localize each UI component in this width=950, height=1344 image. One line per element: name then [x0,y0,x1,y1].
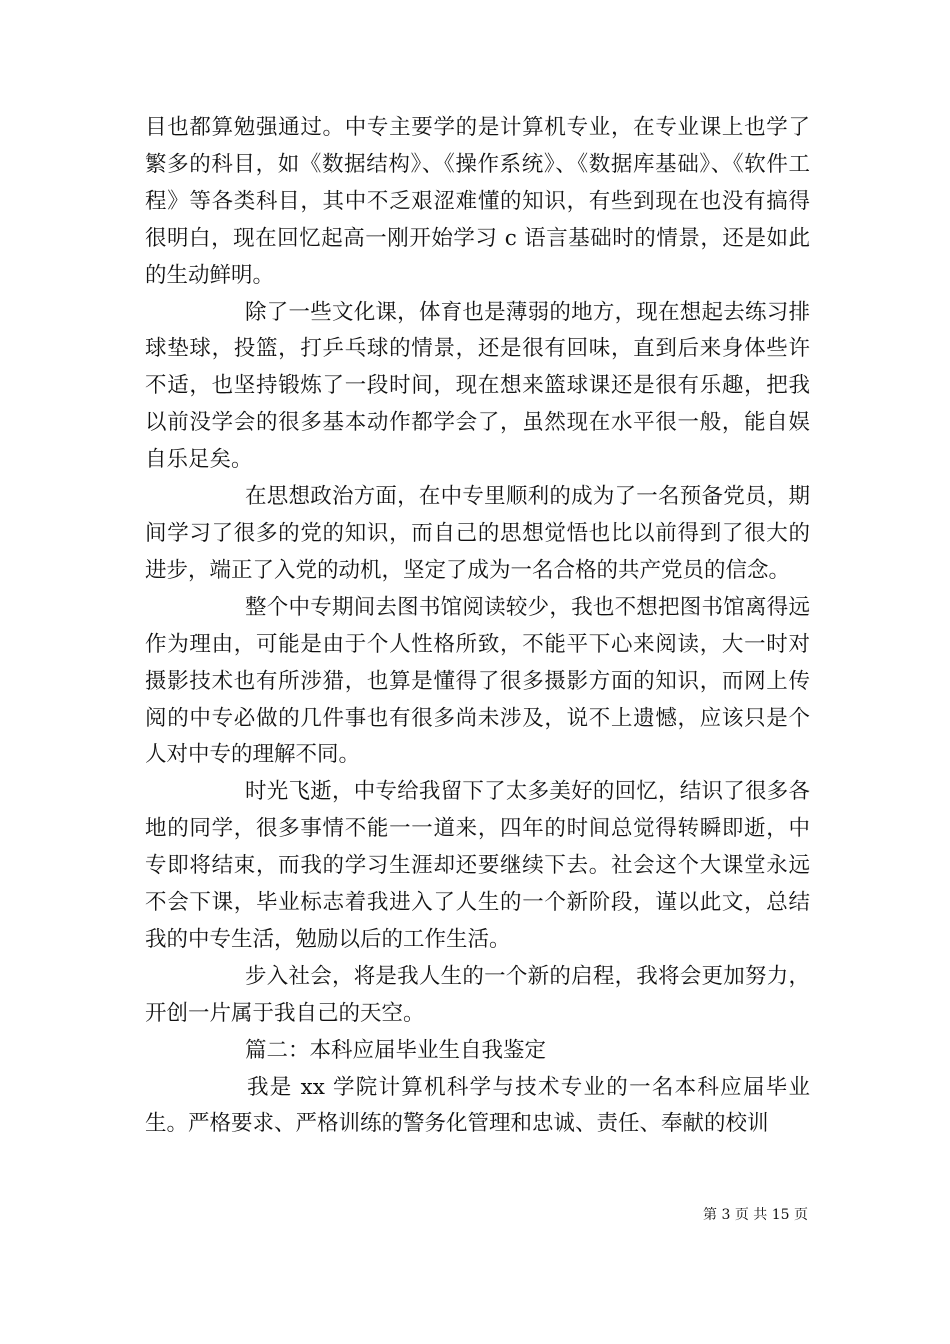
paragraph-2: 除了一些文化课，体育也是薄弱的地方，现在想起去练习排球垫球，投篮，打乒乓球的情景，还是很有回味，直到后来身体些许不适，也坚持锻炼了一段时间，现在想来篮球课还是很有乐趣，把我以前没学会的很多基本动作都学会了，虽然现在水平很一般，能自娱自乐足矣。 [145,299,810,473]
paragraph-4: 整个中专期间去图书馆阅读较少，我也不想把图书馆离得远作为理由，可能是由于个人性格所致，不能平下心来阅读，大一时对摄影技术也有所涉猎，也算是懂得了很多摄影方面的知识，而网上传阅的中专必做的几件事也有很多尚未涉及，说不上遗憾，应该只是个人对中专的理解不同。 [145,594,810,768]
paragraph-6: 步入社会，将是我人生的一个新的启程，我将会更加努力，开创一片属于我自己的天空。 [145,963,810,1026]
paragraph-5: 时光飞逝，中专给我留下了太多美好的回忆，结识了很多各地的同学，很多事情不能一一道来，四年的时间总觉得转瞬即逝，中专即将结束，而我的学习生涯却还要继续下去。社会这个大课堂永远不会下课，毕业标志着我进入了人生的一个新阶段，谨以此文，总结我的中专生活，勉励以后的工作生活。 [145,779,810,952]
document-body [145,110,810,1143]
section-heading: 篇二：本科应届毕业生自我鉴定 [245,1037,547,1063]
paragraph-7: 我是 xx 学院计算机科学与技术专业的一名本科应届毕业生。严格要求、严格训练的警务化管理和忠诚、责任、奉献的校训 [145,1074,810,1137]
paragraph-1: 目也都算勉强通过。中专主要学的是计算机专业，在专业课上也学了繁多的科目，如《数据结构》、《操作系统》、《数据库基础》、《软件工程》等各类科目，其中不乏艰涩难懂的知识，有些到现在也没有搞得很明白，现在回忆起高一刚开始学习 c 语言基础时的情景，还是如此的生动鲜明。 [145,115,810,288]
page-number-footer: 第 3 页 共 15 页 [703,1207,808,1223]
paragraph-3: 在思想政治方面，在中专里顺利的成为了一名预备党员，期间学习了很多的党的知识，而自己的思想觉悟也比以前得到了很大的进步，端正了入党的动机，坚定了成为一名合格的共产党员的信念。 [145,484,810,583]
